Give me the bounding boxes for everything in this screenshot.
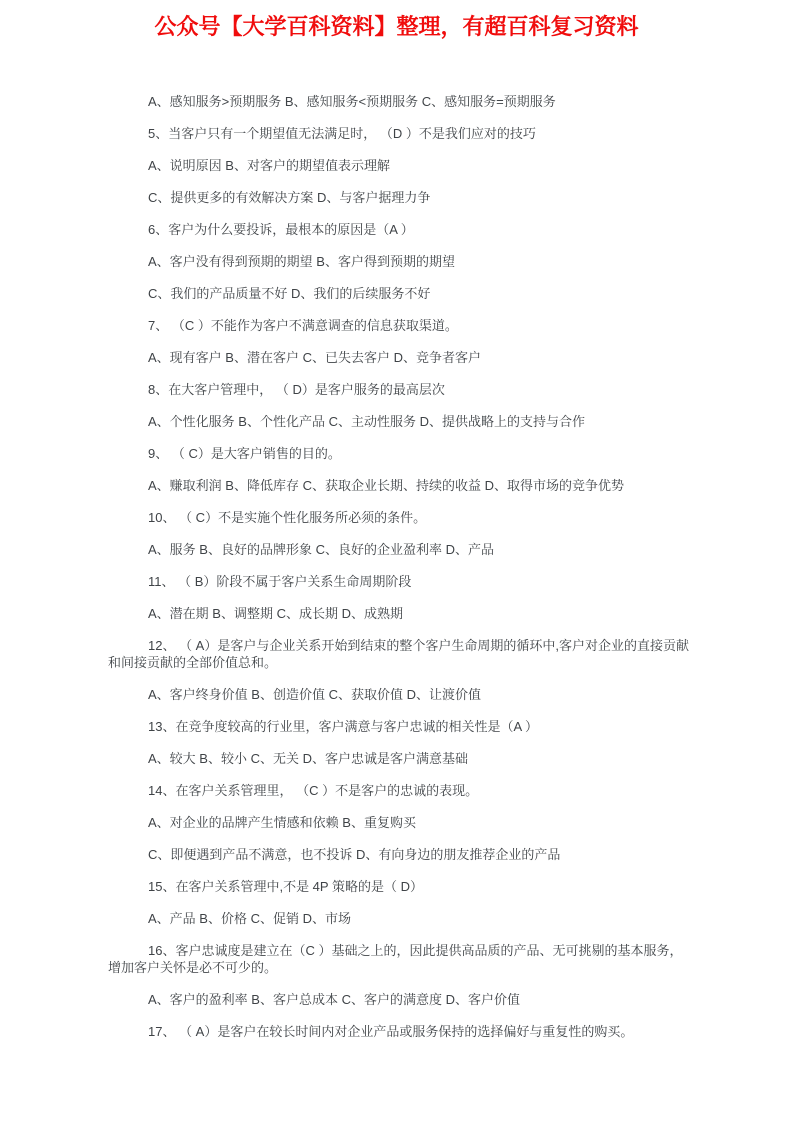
question-7: 7、 （C ）不能作为客户不满意调查的信息获取渠道。 [148, 318, 458, 333]
question-13: 13、在竞争度较高的行业里，客户满意与客户忠诚的相关性是（A ） [148, 719, 539, 734]
options-13: A、较大 B、较小 C、无关 D、客户忠诚是客户满意基础 [148, 751, 468, 766]
question-6: 6、客户为什么要投诉，最根本的原因是（A ） [148, 222, 414, 237]
question-15: 15、在客户关系管理中,不是 4P 策略的是（ D） [148, 879, 423, 894]
options-9: A、赚取利润 B、降低库存 C、获取企业长期、持续的收益 D、取得市场的竞争优势 [148, 478, 624, 493]
options-4: A、感知服务>预期服务 B、感知服务<预期服务 C、感知服务=预期服务 [148, 94, 556, 109]
question-10: 10、 （ C）不是实施个性化服务所必须的条件。 [148, 510, 427, 525]
question-14: 14、在客户关系管理里， （C ）不是客户的忠诚的表现。 [148, 783, 479, 798]
document-body [108, 93, 694, 1055]
question-5: 5、当客户只有一个期望值无法满足时， （D ）不是我们应对的技巧 [148, 126, 536, 141]
options-5-ab: A、说明原因 B、对客户的期望值表示理解 [148, 158, 390, 173]
options-8: A、个性化服务 B、个性化产品 C、主动性服务 D、提供战略上的支持与合作 [148, 414, 585, 429]
options-7: A、现有客户 B、潜在客户 C、已失去客户 D、竞争者客户 [148, 350, 481, 365]
question-12: 12、 （ A）是客户与企业关系开始到结束的整个客户生命周期的循环中,客户对企业的直接贡献和间接贡献的全部价值总和。 [108, 638, 689, 670]
options-11: A、潜在期 B、调整期 C、成长期 D、成熟期 [148, 606, 403, 621]
options-14-cd: C、即便遇到产品不满意，也不投诉 D、有向身边的朋友推荐企业的产品 [148, 847, 561, 862]
options-10: A、服务 B、良好的品牌形象 C、良好的企业盈利率 D、产品 [148, 542, 494, 557]
question-8: 8、在大客户管理中， （ D）是客户服务的最高层次 [148, 382, 445, 397]
options-16: A、客户的盈利率 B、客户总成本 C、客户的满意度 D、客户价值 [148, 992, 520, 1007]
options-12: A、客户终身价值 B、创造价值 C、获取价值 D、让渡价值 [148, 687, 481, 702]
options-6-cd: C、我们的产品质量不好 D、我们的后续服务不好 [148, 286, 431, 301]
question-9: 9、 （ C）是大客户销售的目的。 [148, 446, 341, 461]
options-15: A、产品 B、价格 C、促销 D、市场 [148, 911, 351, 926]
page-title: 公众号【大学百科资料】整理，有超百科复习资料 [154, 14, 639, 39]
question-16: 16、客户忠诚度是建立在（C ）基础之上的，因此提供高品质的产品、无可挑剔的基本服务，增加客户关怀是必不可少的。 [108, 943, 683, 975]
options-6-ab: A、客户没有得到预期的期望 B、客户得到预期的期望 [148, 254, 455, 269]
question-17: 17、 （ A）是客户在较长时间内对企业产品或服务保持的选择偏好与重复性的购买。 [148, 1024, 634, 1039]
options-14-ab: A、对企业的品牌产生情感和依赖 B、重复购买 [148, 815, 416, 830]
question-11: 11、 （ B）阶段不属于客户关系生命周期阶段 [148, 574, 412, 589]
options-5-cd: C、提供更多的有效解决方案 D、与客户据理力争 [148, 190, 431, 205]
